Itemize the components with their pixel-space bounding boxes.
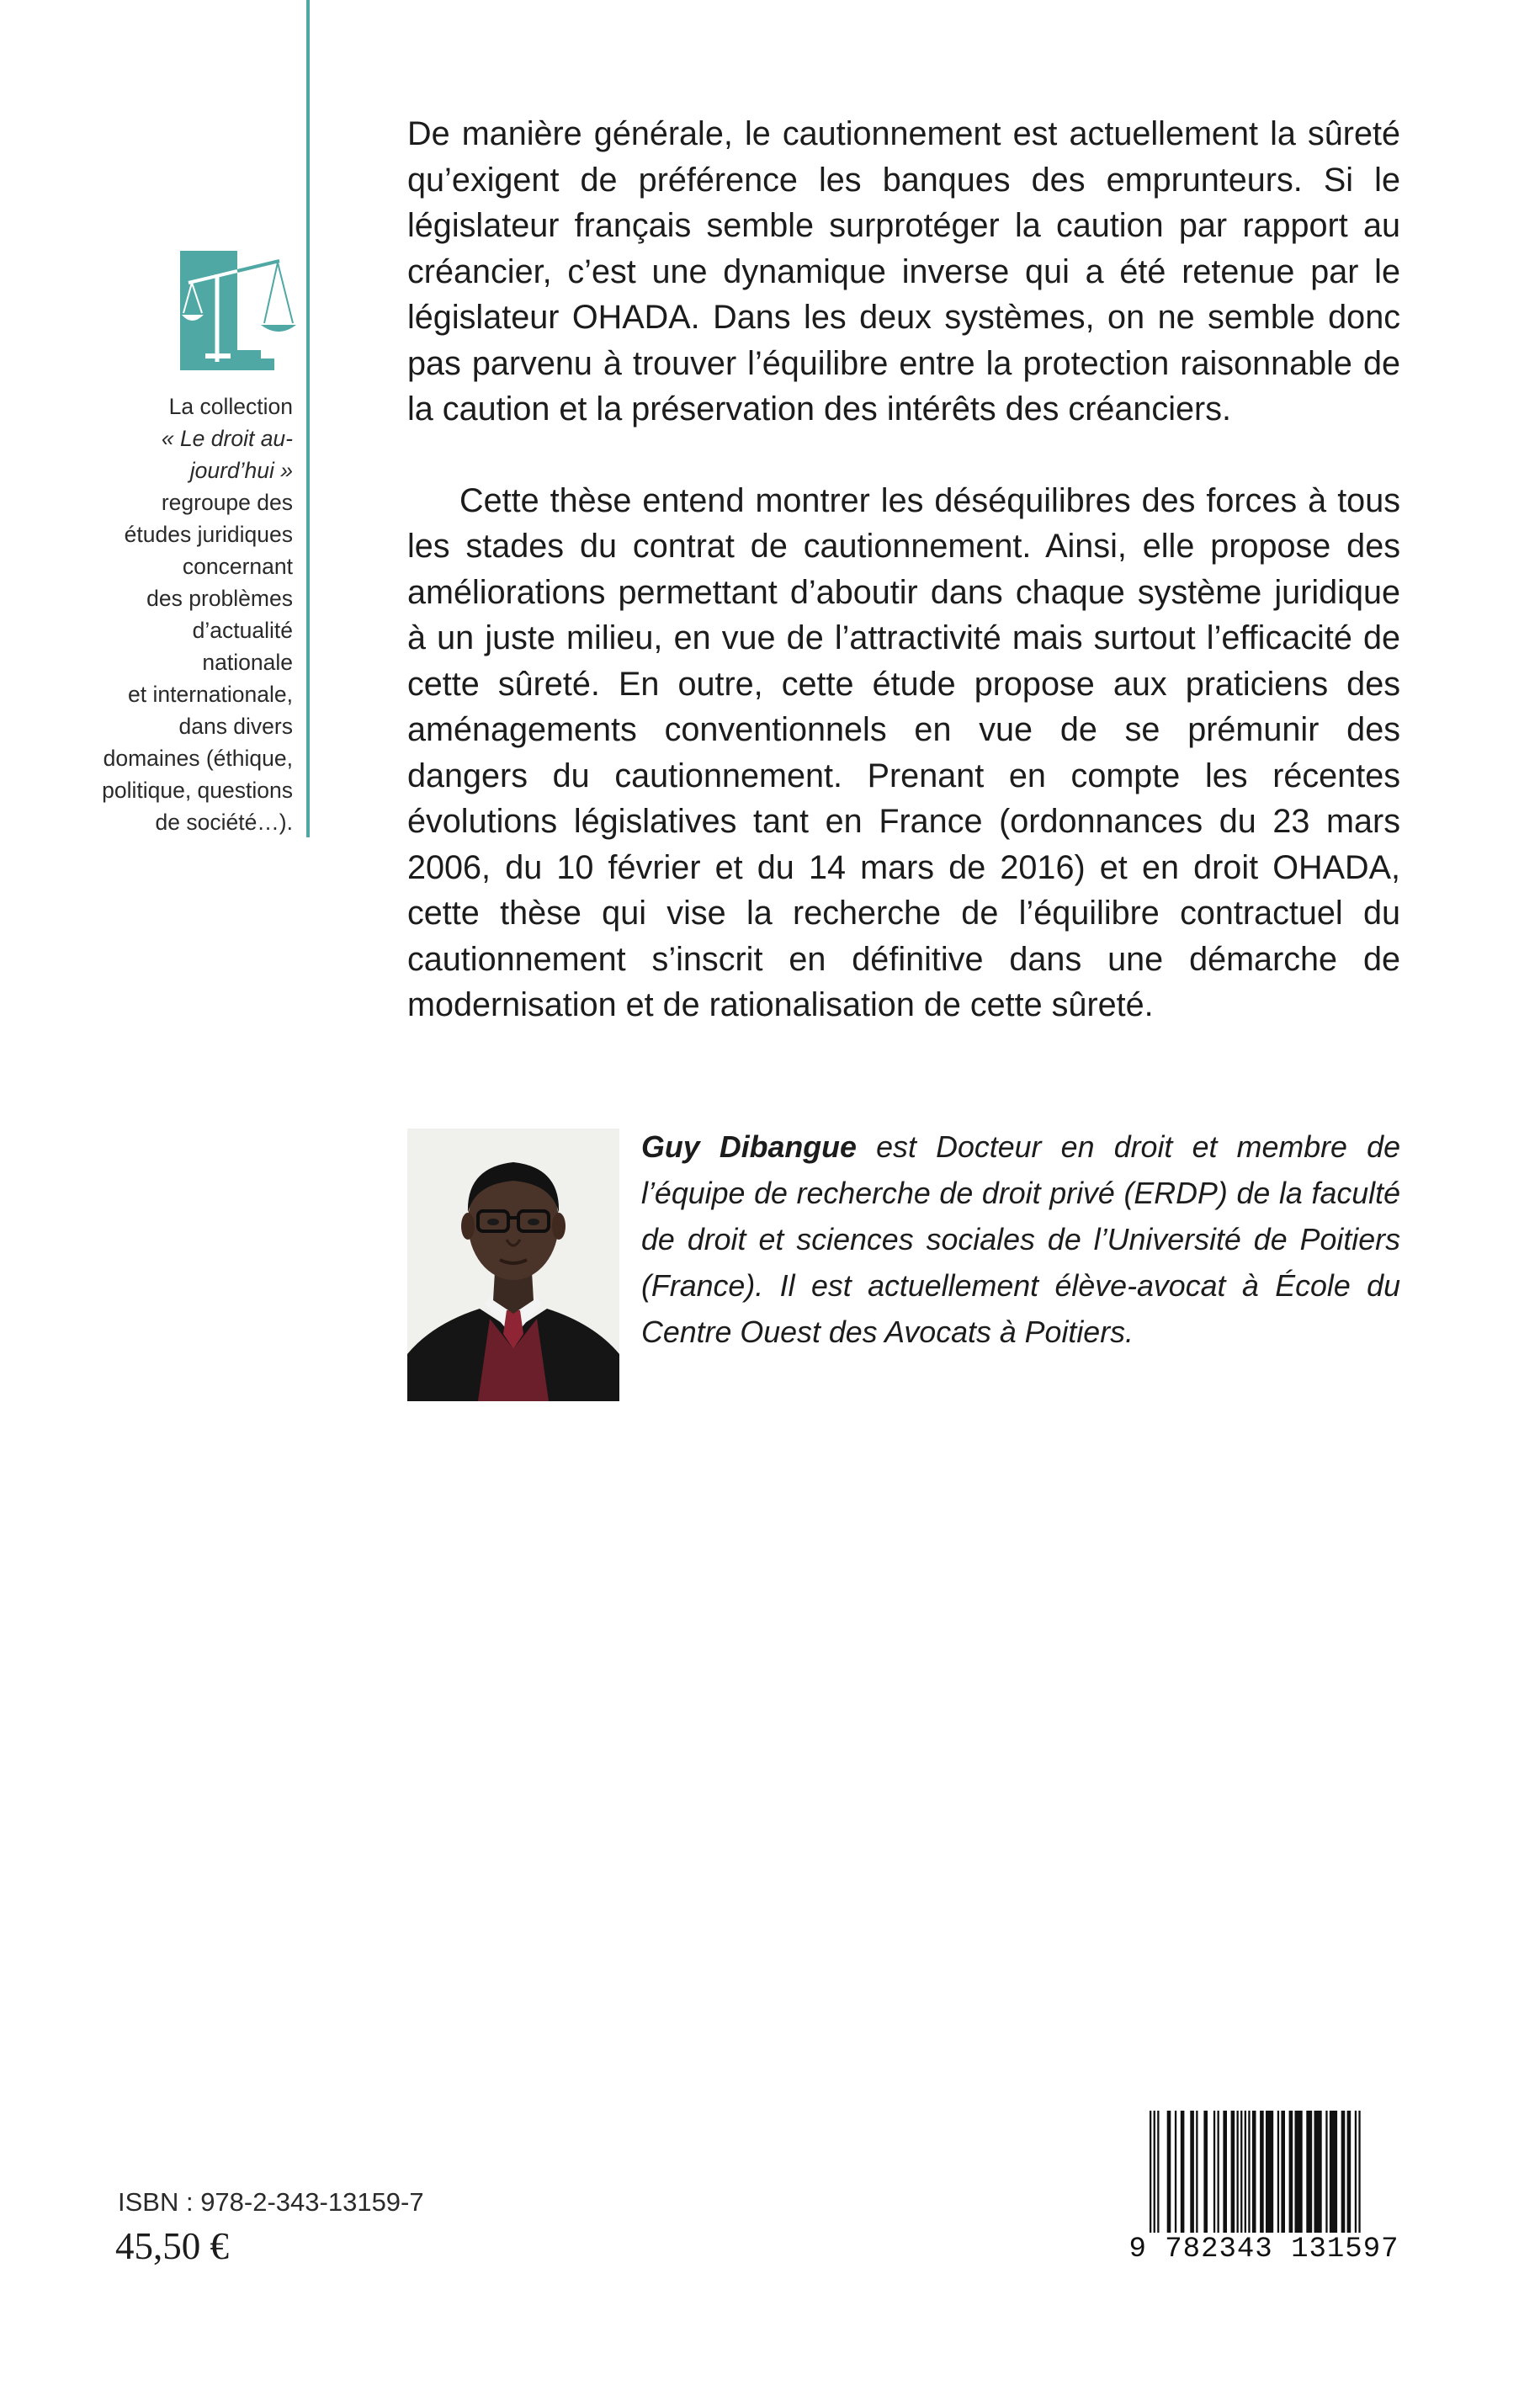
sidebar-line: dans divers — [178, 714, 293, 739]
barcode-bar — [1277, 2111, 1279, 2235]
barcode-bar — [1314, 2111, 1322, 2235]
barcode-bar — [1355, 2111, 1357, 2245]
sidebar-line: de société…). — [155, 810, 293, 835]
barcode-bar — [1330, 2111, 1337, 2235]
barcode-bar — [1181, 2111, 1185, 2235]
author-name: Guy Dibangue — [641, 1130, 857, 1164]
summary-paragraph-1: De manière générale, le cautionnement est actuellement la sûreté qu’exigent de préférence les banques des emprunteurs. Si le législateur français semble surprotéger la caution par rapport au créancier, c’est une dynamique inverse qui a été retenue par le législateur OHADA. Dans les deux systèmes, on ne semble donc pas parvenu à trouver l’équilibre entre la protection raisonnable de la caution et la préservation des intérêts des créanciers. — [407, 115, 1400, 428]
sidebar-line: concernant — [182, 554, 293, 579]
sidebar-line: domaines (éthique, — [103, 746, 293, 771]
barcode-bar — [1218, 2111, 1219, 2235]
sidebar-divider — [306, 0, 310, 837]
scales-of-justice-icon — [180, 251, 298, 370]
barcode-bar — [1341, 2111, 1346, 2235]
barcode-bar — [1150, 2111, 1151, 2245]
barcode-bar — [1190, 2111, 1194, 2235]
barcode-bar — [1266, 2111, 1273, 2235]
author-portrait — [407, 1129, 619, 1401]
sidebar-line: politique, questions — [102, 778, 293, 803]
barcode-bar — [1260, 2111, 1264, 2235]
barcode-bar — [1347, 2111, 1351, 2235]
barcode-digits: 9 782343 131597 — [1121, 2233, 1407, 2266]
barcode-bar — [1175, 2111, 1176, 2235]
author-biography — [641, 1124, 1400, 1356]
barcode-bar — [1281, 2111, 1285, 2235]
barcode-bar — [1213, 2111, 1215, 2235]
barcode-bar — [1240, 2111, 1242, 2235]
collection-description — [34, 390, 293, 838]
summary-paragraph-2: Cette thèse entend montrer les déséquilibres des forces à tous les stades du contrat de cautionnement. Ainsi, elle propose des améliorations permettant d’aboutir dans chaque système juridique à un juste milieu, en vue de l’attractivité mais surtout l’efficacité de cette sûreté. En outre, cette étude propose aux praticiens des aménagements conventionnels en vue de se prémunir des dangers du cautionnement. Prenant en compte les récentes évolutions législatives tant en France (ordonnances du 23 mars 2006, du 10 février et du 14 mars de 2016) et en droit OHADA, cette thèse qui vise la recherche de l’équilibre contractuel du cautionnement s’inscrit en définitive dans une démarche de modernisation et de rationalisation de cette sûreté. — [407, 481, 1400, 1023]
barcode-bar — [1295, 2111, 1303, 2235]
sidebar-line: jourd’hui » — [189, 458, 293, 483]
barcode-bar — [1325, 2111, 1327, 2235]
sidebar-line: des problèmes — [146, 586, 293, 611]
barcode-bar — [1223, 2111, 1227, 2235]
barcode-bar — [1306, 2111, 1312, 2235]
barcode-bar — [1167, 2111, 1171, 2235]
barcode-bar — [1358, 2111, 1360, 2245]
sidebar-line: La collection — [168, 394, 293, 419]
barcode-bar — [1252, 2111, 1256, 2235]
author-bio-text: est Docteur en droit et membre de l’équipe de recherche de droit privé (ERDP) de la faculté de droit et sciences sociales de l’Université de Poitiers (France). Il est actuellement élève-avocat à École du Centre Ouest des Avocats à Poitiers. — [641, 1130, 1400, 1349]
sidebar-line: études juridiques — [124, 522, 293, 547]
sidebar-line: d’actualité — [192, 618, 293, 643]
isbn-label: ISBN : 978-2-343-13159-7 — [118, 2187, 424, 2217]
barcode-bar — [1154, 2111, 1155, 2245]
barcode-bar — [1245, 2111, 1246, 2235]
barcode-bar — [1248, 2111, 1250, 2235]
barcode-bar — [1289, 2111, 1293, 2235]
back-cover-summary — [407, 111, 1400, 1028]
barcode-bar — [1237, 2111, 1239, 2235]
barcode-bar — [1196, 2111, 1197, 2235]
barcode-bar — [1203, 2111, 1208, 2235]
sidebar-line: « Le droit au- — [161, 426, 293, 451]
barcode-bar — [1157, 2111, 1159, 2235]
barcode-bar — [1231, 2111, 1235, 2235]
sidebar-line: regroupe des — [161, 490, 293, 515]
sidebar-line: et internationale, — [128, 682, 293, 707]
price-label: 45,50 € — [115, 2225, 229, 2267]
sidebar-line: nationale — [202, 650, 293, 675]
